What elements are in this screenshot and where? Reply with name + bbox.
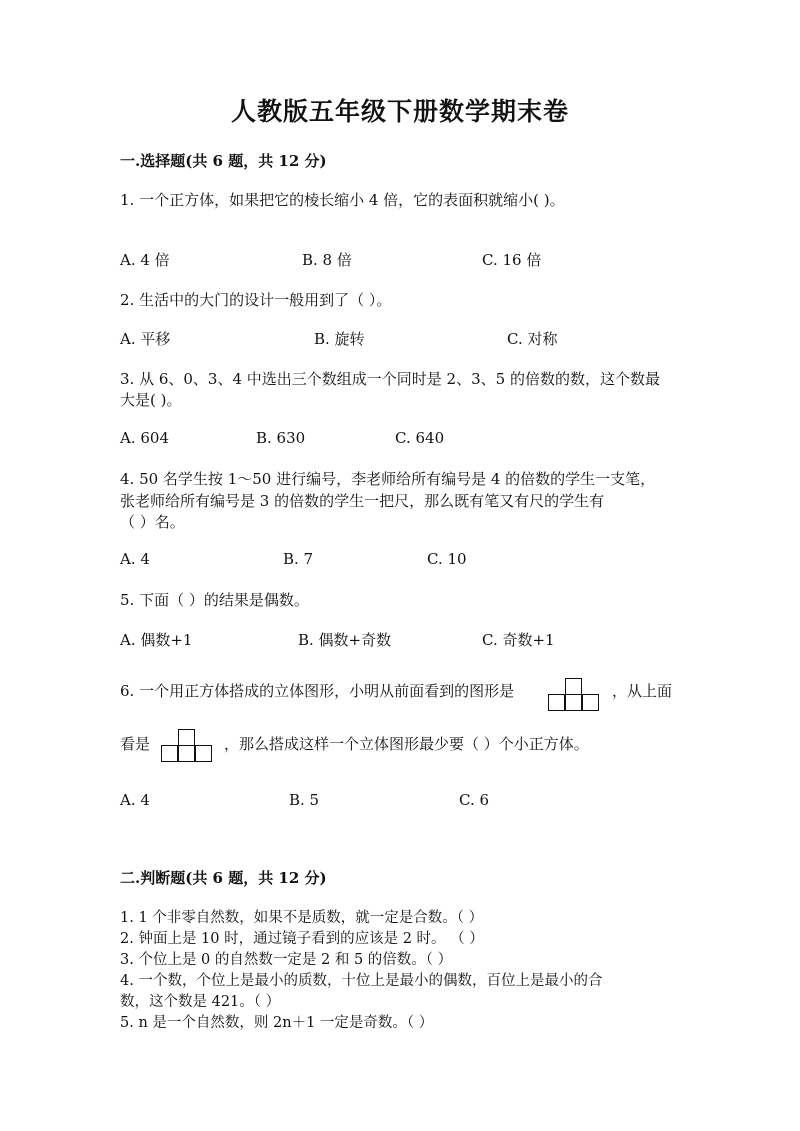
- question-6-text-line-2b: ，那么搭成这样一个立体图形最少要（ ）个小正方体。: [224, 735, 589, 753]
- question-1-option-b: B. 8 倍: [302, 251, 352, 269]
- question-3-option-a: A. 604: [120, 429, 169, 447]
- question-6-text-line-1a: 6. 一个用正方体搭成的立体图形，小明从前面看到的图形是: [120, 682, 515, 700]
- question-1-text: 1. 一个正方体，如果把它的棱长缩小 4 倍，它的表面积就缩小( )。: [120, 191, 565, 209]
- question-1-option-a: A. 4 倍: [120, 251, 170, 269]
- tf-question-5: 5. n 是一个自然数，则 2n＋1 一定是奇数。（ ）: [120, 1015, 434, 1031]
- question-3-text-line-2: 大是( )。: [120, 391, 182, 409]
- question-1-option-c: C. 16 倍: [482, 251, 542, 269]
- question-3-text-line-1: 3. 从 6、0、3、4 中选出三个数组成一个同时是 2、3、5 的倍数的数，这个数最: [120, 370, 660, 388]
- question-3-option-b: B. 630: [256, 429, 306, 447]
- question-2-option-a: A. 平移: [120, 330, 171, 348]
- section-heading-choice: 一.选择题(共 6 题，共 12 分): [120, 152, 327, 170]
- question-4-text-line-1: 4. 50 名学生按 1～50 进行编号，李老师给所有编号是 4 的倍数的学生一支笔，: [120, 470, 656, 488]
- question-2-option-c: C. 对称: [507, 330, 558, 348]
- front-view-figure: [548, 678, 604, 712]
- top-view-figure: [161, 729, 217, 763]
- question-2-text: 2. 生活中的大门的设计一般用到了（ ）。: [120, 291, 392, 309]
- tf-question-4-line-2: 数，这个数是 421。（ ）: [120, 994, 281, 1010]
- tf-question-3: 3. 个位上是 0 的自然数一定是 2 和 5 的倍数。（ ）: [120, 952, 453, 968]
- question-6-text-line-1b: ，从上面: [612, 682, 673, 700]
- page-title: 人教版五年级下册数学期末卷: [230, 97, 569, 126]
- question-6-option-a: A. 4: [120, 791, 150, 809]
- question-4-text-line-3: （ ）名。: [120, 513, 185, 531]
- question-5-option-c: C. 奇数+1: [482, 631, 555, 649]
- question-4-option-b: B. 7: [283, 550, 314, 568]
- question-2-option-b: B. 旋转: [314, 330, 365, 348]
- question-4-option-a: A. 4: [120, 550, 150, 568]
- tf-question-4-line-1: 4. 一个数，个位上是最小的质数，十位上是最小的偶数，百位上是最小的合: [120, 973, 603, 989]
- question-5-option-b: B. 偶数+奇数: [298, 631, 392, 649]
- question-5-option-a: A. 偶数+1: [120, 631, 193, 649]
- tf-question-1: 1. 1 个非零自然数，如果不是质数，就一定是合数。（ ）: [120, 910, 484, 926]
- question-3-option-c: C. 640: [395, 429, 445, 447]
- question-4-option-c: C. 10: [427, 550, 467, 568]
- section-heading-true-false: 二.判断题(共 6 题，共 12 分): [120, 869, 327, 887]
- question-6-option-c: C. 6: [459, 791, 490, 809]
- question-6-option-b: B. 5: [289, 791, 320, 809]
- question-4-text-line-2: 张老师给所有编号是 3 的倍数的学生一把尺，那么既有笔又有尺的学生有: [120, 492, 605, 510]
- question-6-text-line-2a: 看是: [120, 735, 151, 753]
- tf-question-2: 2. 钟面上是 10 时，通过镜子看到的应该是 2 时。 （ ）: [120, 931, 484, 947]
- question-5-text: 5. 下面（ ）的结果是偶数。: [120, 591, 309, 609]
